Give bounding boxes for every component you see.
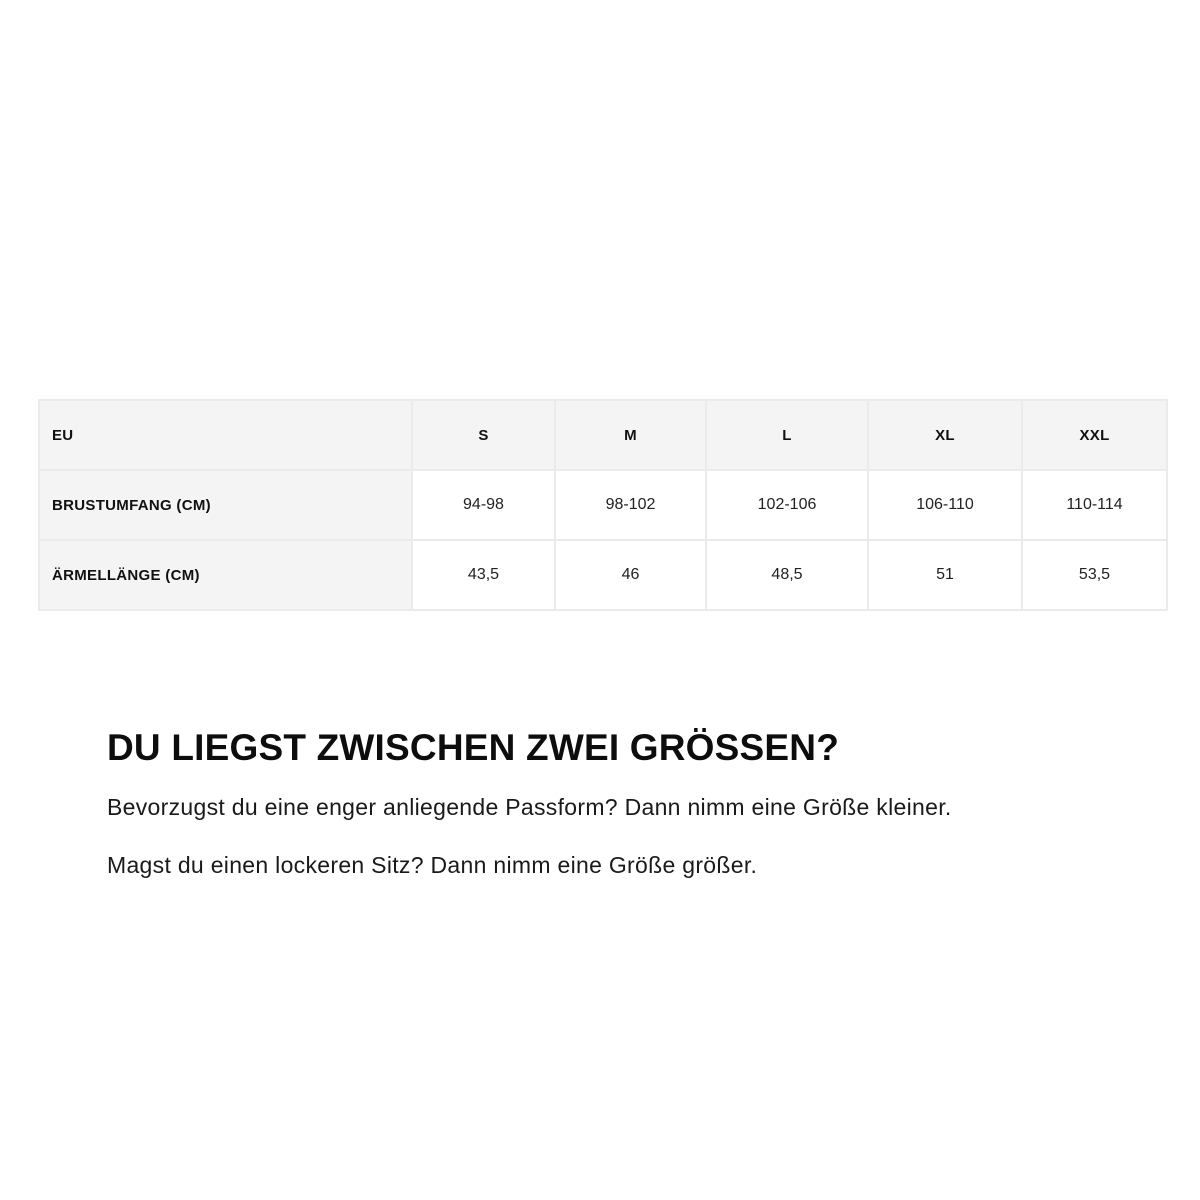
table-cell: 102-106 [706,470,868,540]
table-cell: 51 [868,540,1022,610]
table-cell: 106-110 [868,470,1022,540]
size-header-s: S [412,400,555,470]
size-header-xxl: XXL [1022,400,1167,470]
tighter-fit-text: Bevorzugst du eine enger anliegende Passform? Dann nimm eine Größe kleiner. [107,794,952,820]
table-cell: 94-98 [412,470,555,540]
row-label-sleeve: ÄRMELLÄNGE (CM) [39,540,412,610]
size-chart-table [38,399,1168,611]
table-cell: 43,5 [412,540,555,610]
table-row-sleeve [39,540,1167,610]
table-cell: 110-114 [1022,470,1167,540]
fit-advice-section [107,722,1147,881]
looser-fit-text: Magst du einen lockeren Sitz? Dann nimm eine Größe größer. [107,852,758,878]
table-cell: 98-102 [555,470,706,540]
table-row-chest [39,470,1167,540]
size-header-l: L [706,400,868,470]
size-header-xl: XL [868,400,1022,470]
row-label-chest: BRUSTUMFANG (CM) [39,470,412,540]
size-header-m: M [555,400,706,470]
fit-advice-heading: DU LIEGST ZWISCHEN ZWEI GRÖSSEN? [107,727,840,768]
table-header-row [39,400,1167,470]
table-cell: 53,5 [1022,540,1167,610]
table-cell: 48,5 [706,540,868,610]
region-label-header: EU [39,400,412,470]
table-cell: 46 [555,540,706,610]
